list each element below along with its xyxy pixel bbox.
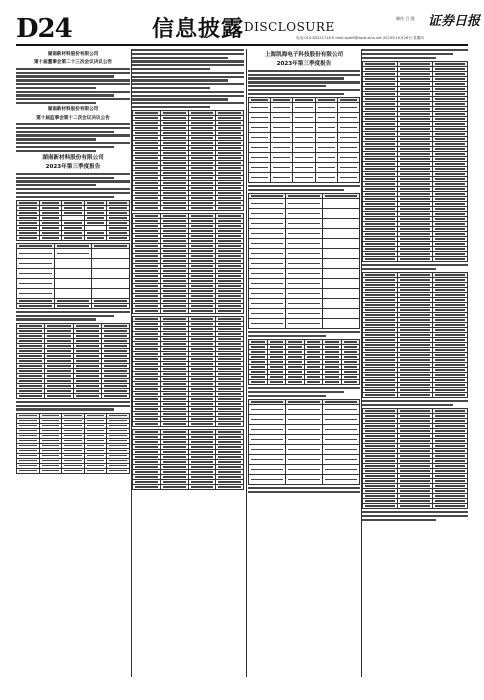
page-number: D24 (16, 14, 72, 44)
section-title-english: DISCLOSURE (244, 20, 335, 34)
financial-table (248, 193, 360, 329)
column-divider (246, 49, 247, 677)
notice-title: 2023年第三季度报告 (45, 164, 101, 171)
financial-table (362, 272, 468, 398)
column-4 (362, 49, 468, 677)
header-rule (16, 44, 468, 46)
financial-table (362, 61, 468, 262)
financial-table (132, 429, 244, 490)
column-2 (132, 49, 244, 677)
financial-table (248, 399, 360, 485)
contact-line: 电话:010-83251716 E-mail:zqrb9@zqrb.sina.net 2023年10月26日 星期四 (296, 36, 424, 40)
section-title: 信息披露 (152, 16, 245, 42)
notice-company: 上海凯海电子科技股份有限公司 (264, 52, 344, 58)
notice-company: 湖南新材料股份有限公司 (47, 107, 99, 113)
financial-table (362, 408, 468, 509)
notice-title: 2023年第三季度报告 (276, 61, 332, 68)
notice-title: 第十届监事会第十二次会议决议公告 (36, 115, 110, 121)
financial-table (16, 200, 130, 241)
notice-company: 湖南新材料股份有限公司 (47, 52, 99, 57)
financial-table (132, 213, 244, 314)
financial-table (132, 316, 244, 427)
financial-table (16, 413, 130, 474)
column-3 (248, 49, 360, 677)
financial-table (248, 97, 360, 183)
masthead (0, 0, 484, 44)
editor-credit: 制作 吕 强 (396, 16, 415, 21)
financial-table (132, 110, 244, 211)
notice-company: 湖南新材料股份有限公司 (42, 154, 104, 161)
financial-table (248, 339, 360, 385)
newspaper-logo: 证券日报 (428, 14, 481, 29)
financial-table (16, 323, 130, 399)
financial-table (16, 243, 130, 309)
notice-title: 第十届董事会第二十三次会议决议公告 (33, 60, 113, 66)
column-1 (16, 49, 130, 677)
